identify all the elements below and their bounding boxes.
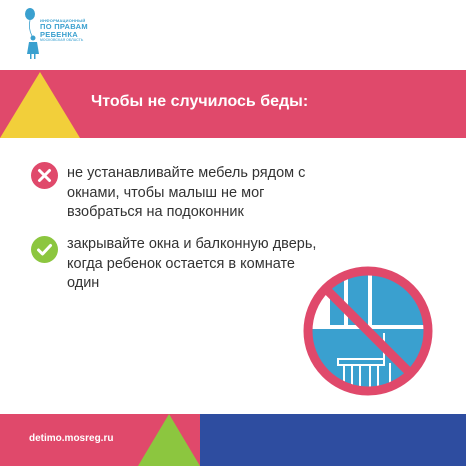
no-chair-by-window-icon (300, 263, 436, 399)
cross-icon (31, 162, 58, 189)
logo-text (40, 19, 88, 43)
balloon-girl-icon (22, 8, 42, 60)
footer-blue-band (200, 414, 466, 466)
yellow-triangle-decoration (0, 72, 80, 138)
footer-website-link[interactable]: detimo.mosreg.ru (29, 433, 114, 444)
green-triangle-decoration (138, 414, 200, 466)
logo-line-top: ИНФОРМАЦИОННЫЙ (40, 18, 86, 23)
check-icon (31, 236, 58, 263)
banner-title: Чтобы не случилось беды: (91, 93, 309, 110)
rule-item-dont: не устанавливайте мебель рядом с окнами, чтобы малыш не мог взобраться на подоконник (67, 165, 306, 221)
rule-item-do: закрывайте окна и балконную дверь, когда ребенок остается в комнате один (67, 236, 317, 292)
logo-line-1: ПО ПРАВАМ (40, 22, 88, 32)
logo-line-2: РЕБЕНКА (40, 30, 78, 40)
logo-line-bottom: МОСКОВСКАЯ ОБЛАСТЬ (40, 37, 84, 42)
